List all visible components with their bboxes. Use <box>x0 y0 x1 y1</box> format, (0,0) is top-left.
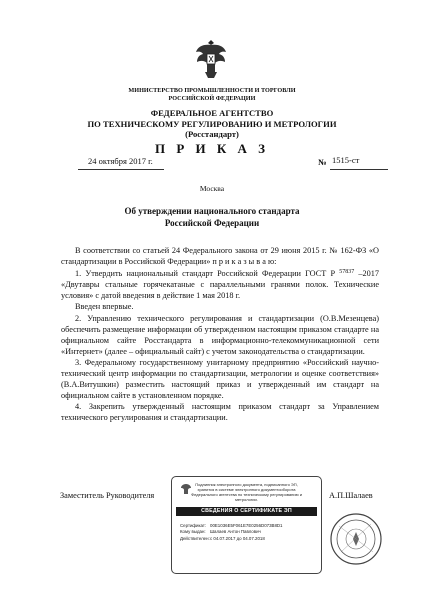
stamp-notice <box>172 482 321 502</box>
paragraph-item-4: 4. Закрепить утвержденный настоящим приказом стандарт за Управлением технического регулирования и стандартизации. <box>61 402 379 423</box>
paragraph-preamble: В соответствии со статьей 24 Федерального закона от 29 июня 2015 г. № 162-ФЗ «О стандартизации в Российской Федерации» п р и к а з ы в а ю: <box>61 246 379 267</box>
number-underline <box>330 169 388 170</box>
signatory-role: Заместитель Руководителя <box>60 491 155 500</box>
document-number: 1515-ст <box>332 155 360 165</box>
certificate-value: 00E1036E5F061E7E0256D073B8D1 <box>210 523 283 528</box>
document-date: 24 октября 2017 г. <box>88 156 153 166</box>
document-subject <box>0 206 424 229</box>
stamp-notice-line-2: хранится в системе электронного документооборота <box>197 487 296 492</box>
certificate-details <box>180 523 283 542</box>
paragraph-item-1 <box>61 267 379 301</box>
document-city: Москва <box>199 184 225 193</box>
signatory-name: А.П.Шалаев <box>329 491 373 500</box>
coat-of-arms-icon <box>194 36 228 80</box>
ministry-name <box>0 87 424 103</box>
paragraph-item-2: 2. Управлению технического регулирования и стандартизации (О.В.Мезенцева) обеспечить размещение информации об утвержденном настоящим приказом стандарте на официальном сайте Росстандарта в информационно-телекоммуникационной сети «Интернет» (далее – официальный сайт) с учетом законодательства о стандартизации. <box>61 313 379 356</box>
subject-line-1: Об утверждении национального стандарта <box>124 206 300 216</box>
ministry-line-2: РОССИЙСКОЙ ФЕДЕРАЦИИ <box>168 95 256 102</box>
certificate-banner: СВЕДЕНИЯ О СЕРТИФИКАТЕ ЭП <box>176 507 317 516</box>
validity-row <box>180 536 283 542</box>
agency-line-2: ПО ТЕХНИЧЕСКОМУ РЕГУЛИРОВАНИЮ И МЕТРОЛОГИИ <box>87 118 337 129</box>
owner-value: Шалаев Антон Павлович <box>210 529 261 535</box>
stamp-notice-line-4: метрологии. <box>235 497 258 502</box>
validity-value: с 04.07.2017 до 04.07.2018 <box>210 535 265 541</box>
ministry-line-1: МИНИСТЕРСТВО ПРОМЫШЛЕННОСТИ И ТОРГОВЛИ <box>128 87 296 94</box>
gost-number: 57837 <box>339 269 355 276</box>
stamp-notice-line-3: Федерального агентства по техническому регулированию и <box>191 492 302 497</box>
document-body <box>61 245 379 424</box>
validity-label: Действителен: <box>180 535 210 541</box>
subject-line-2: Российской Федерации <box>164 217 260 228</box>
paragraph-item-3: 3. Федеральному государственному унитарному предприятию «Российский научно-технический центр информации по стандартизации, метрологии и оценке соответствия» (В.А.Витушкин) разместить настоящий приказ и утвержденный им стандарт на официальном сайте в установленном порядке. <box>61 357 379 401</box>
certificate-label: Сертификат: <box>180 523 207 528</box>
agency-line-1: ФЕДЕРАЛЬНОЕ АГЕНТСТВО <box>150 108 274 118</box>
document-title: П Р И К А З <box>154 141 270 156</box>
item-1-rest: –2017 «Двутавры стальные горячекатаные с параллельными гранями полок. Технические условия» с датой введения в действие 1 мая 2018 г. <box>61 269 380 301</box>
office-seal-icon <box>329 512 383 566</box>
number-label: № <box>318 157 327 167</box>
agency-name <box>0 108 424 140</box>
date-underline <box>78 169 164 170</box>
item-1-start: 1. Утвердить национальный стандарт Российской Федерации ГОСТ Р <box>75 269 336 279</box>
owner-label: Кому выдан: <box>180 529 206 535</box>
electronic-signature-stamp <box>171 476 322 574</box>
paragraph-note: Введен впервые. <box>75 302 134 312</box>
stamp-notice-line-1: Подлинник электронного документа, подписанного ЭП, <box>195 482 298 487</box>
agency-line-3: (Росстандарт) <box>185 129 239 139</box>
